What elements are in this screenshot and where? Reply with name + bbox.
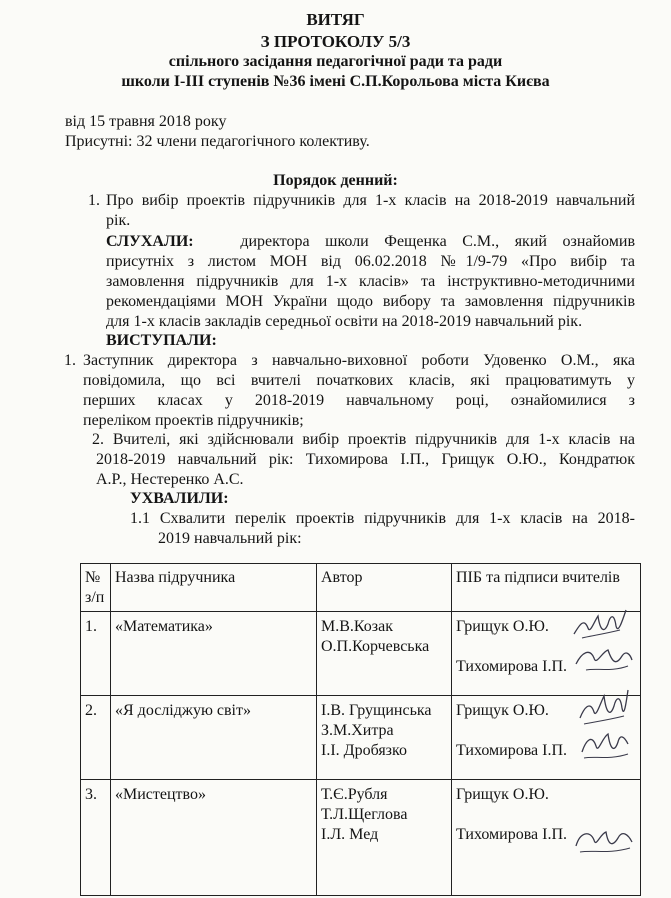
author-name: І.І. Дробязко bbox=[321, 742, 407, 759]
author-name: І.В. Грущинська bbox=[321, 702, 432, 719]
row-authors bbox=[317, 612, 452, 696]
heard-text: директора школи Фещенка С.М., який ознайомив bbox=[240, 233, 635, 250]
heard-paragraph-line1 bbox=[106, 233, 635, 251]
spoke-item1-line3: перших класах у 2018-2019 навчальному році, ознайомилися з bbox=[83, 392, 635, 409]
agenda-heading: Порядок денний: bbox=[273, 172, 398, 189]
doc-title: ВИТЯГ bbox=[306, 10, 365, 29]
heard-paragraph-line3: замовлення підручників для 1-х класів» та інструктивно-методичними bbox=[106, 273, 635, 290]
spoke-item1-line4: переліком проектів підручників; bbox=[83, 412, 304, 429]
signature-icon bbox=[570, 820, 636, 864]
table-row bbox=[81, 612, 641, 696]
meeting-line: спільного засідання педагогічної ради та ради bbox=[168, 53, 503, 70]
row-teachers bbox=[452, 612, 641, 696]
row-number: 1. bbox=[81, 612, 111, 696]
spoke-item1-number: 1. bbox=[64, 352, 76, 369]
author-name: Т.Л.Щеглова bbox=[321, 806, 408, 823]
table-row bbox=[81, 696, 641, 780]
spoke-item2-line2: 2018-2019 навчальний рік: Тихомирова І.П., Грищук О.Ю., Кондратюк bbox=[96, 451, 635, 468]
author-name: Т.Є.Рубля bbox=[321, 786, 388, 803]
signature-icon bbox=[572, 642, 634, 682]
textbook-table bbox=[80, 563, 641, 896]
agenda-item-number: 1. bbox=[88, 192, 100, 209]
row-teachers bbox=[452, 696, 641, 780]
resolved-line2: 2019 навчальний рік: bbox=[158, 530, 302, 547]
teacher-name: Тихомирова І.П. bbox=[456, 658, 568, 675]
heard-label: СЛУХАЛИ: bbox=[106, 233, 194, 250]
header-number-line2: з/п bbox=[85, 589, 105, 606]
row-number: 3. bbox=[81, 780, 111, 896]
table-row bbox=[81, 780, 641, 896]
heard-paragraph-line5: для 1-х класів закладів середньої освіти на 2018-2019 навчальний рік. bbox=[106, 313, 583, 330]
spoke-item2-line3: А.Р., Нестеренко А.С. bbox=[96, 471, 244, 488]
header-number-line1: № bbox=[85, 569, 101, 586]
author-name: З.М.Хитра bbox=[321, 722, 394, 739]
teacher-name: Грищук О.Ю. bbox=[456, 702, 549, 719]
resolved-label: УХВАЛИЛИ: bbox=[130, 490, 229, 507]
table-header-row bbox=[81, 564, 641, 612]
agenda-item-text: Про вибір проектів підручників для 1-х класів на 2018-2019 навчальний bbox=[106, 192, 635, 209]
spoke-item1-line2: повідомила, що всі вчителі початкових класів, які працюватимуть у bbox=[83, 372, 635, 389]
header-teachers: ПІБ та підписи вчителів bbox=[452, 564, 641, 612]
row-number: 2. bbox=[81, 696, 111, 780]
signature-icon bbox=[576, 724, 632, 768]
heard-paragraph-line2: присутніх з листом МОН від 06.02.2018 №1/9-79 «Про вибір та bbox=[106, 253, 635, 270]
spoke-label: ВИСТУПАЛИ: bbox=[106, 332, 217, 349]
doc-subtitle: З ПРОТОКОЛУ 5/3 bbox=[260, 32, 411, 51]
header-number bbox=[81, 564, 111, 612]
resolved-line1: 1.1 Схвалити перелік проектів підручників для 1-х класів на 2018- bbox=[130, 510, 635, 527]
row-authors bbox=[317, 780, 452, 896]
school-line: школи І-ІІІ ступенів №36 імені С.П.Корольова міста Києва bbox=[121, 73, 550, 90]
author-name: І.Л. Мед bbox=[321, 826, 379, 843]
spoke-item1-line1: Заступник директора з навчально-виховної роботи Удовенко О.М., яка bbox=[83, 352, 635, 369]
teacher-name: Грищук О.Ю. bbox=[456, 786, 549, 803]
row-textbook-name: «Математика» bbox=[111, 612, 317, 696]
row-authors bbox=[317, 696, 452, 780]
row-textbook-name: «Я досліджую світ» bbox=[111, 696, 317, 780]
teacher-name: Тихомирова І.П. bbox=[456, 742, 568, 759]
teacher-name: Тихомирова І.П. bbox=[456, 826, 568, 843]
teacher-name: Грищук О.Ю. bbox=[456, 618, 549, 635]
spoke-item2-line1: 2. Вчителі, які здійснювали вибір проектів підручників для 1-х класів на bbox=[92, 431, 635, 448]
header-author: Автор bbox=[317, 564, 452, 612]
author-name: М.В.Козак bbox=[321, 618, 393, 635]
row-teachers bbox=[452, 780, 641, 896]
author-name: О.П.Корчевська bbox=[321, 638, 430, 655]
heard-paragraph-line4: рекомендаціями МОН України щодо вибору та замовлення підручників bbox=[106, 293, 635, 310]
row-textbook-name: «Мистецтво» bbox=[111, 780, 317, 896]
header-textbook-name: Назва підручника bbox=[111, 564, 317, 612]
meeting-date: від 15 травня 2018 року bbox=[65, 113, 227, 130]
attendance: Присутні: 32 члени педагогічного колективу. bbox=[65, 133, 370, 150]
agenda-item-text-cont: рік. bbox=[106, 212, 131, 229]
